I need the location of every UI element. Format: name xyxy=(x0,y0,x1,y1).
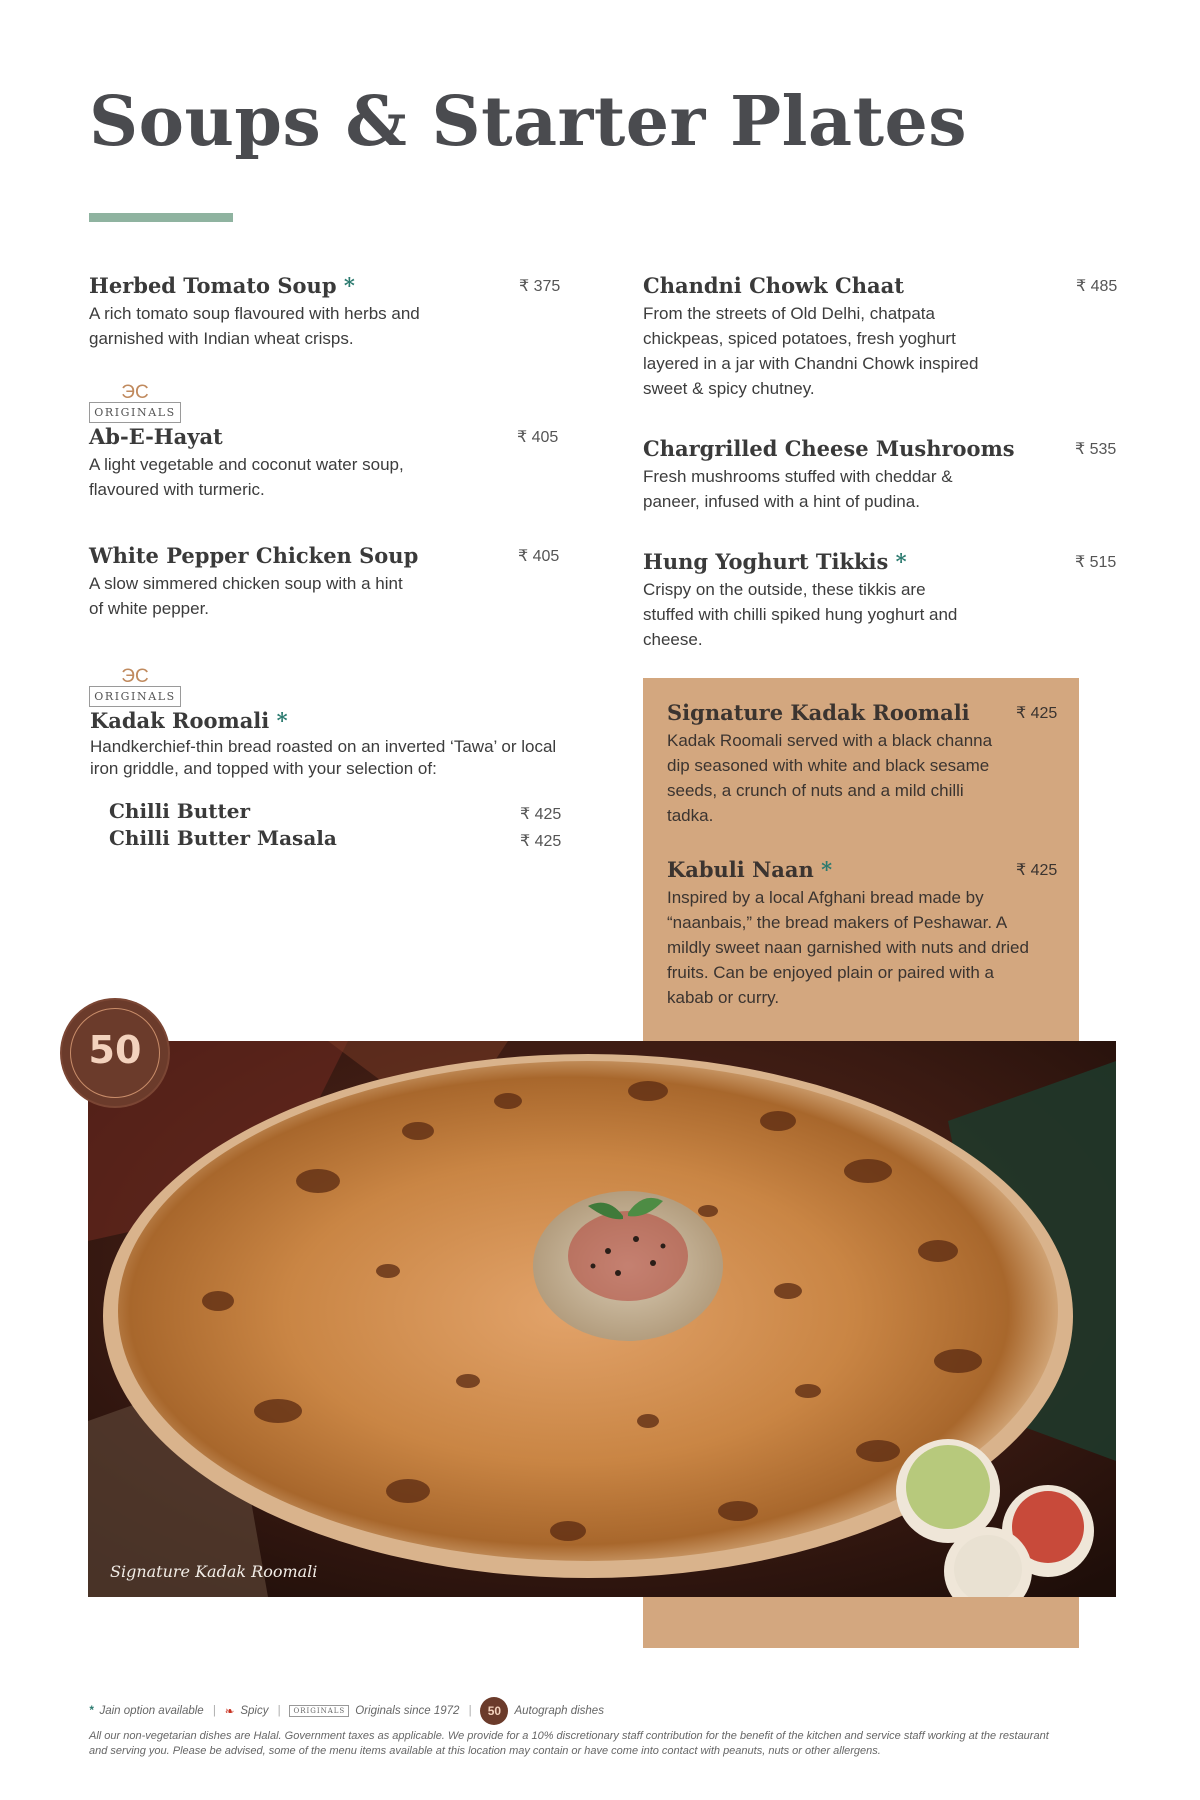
disclaimer: All our non-vegetarian dishes are Halal. Government taxes as applicable. We provide for a 10% discretionary staff contribution for the benefit of the kitchen and service staff working at the restaurant and serving you. Please be advised, some of the menu items available at this location may contain or have come into contact with peanuts, nuts or other allergens. xyxy=(89,1730,1049,1757)
chilli-icon: ❧ xyxy=(224,1706,235,1718)
roomali-bread-illustration xyxy=(88,1041,1116,1597)
photo-caption: Signature Kadak Roomali xyxy=(110,1562,318,1581)
menu-item-ab-e-hayat xyxy=(89,424,564,502)
menu-item-white-pepper-chicken-soup xyxy=(89,543,564,621)
menu-item-signature-kadak-roomali xyxy=(667,700,1067,828)
item-price: ₹ 425 xyxy=(1016,705,1058,722)
page-title: Soups & Starter Plates xyxy=(89,82,968,162)
item-description: Handkerchief-thin bread roasted on an inverted ‘Tawa’ or local iron griddle, and topped with your selection of: xyxy=(90,737,557,778)
menu-item-kadak-roomali xyxy=(90,708,570,780)
option-price: ₹ 425 xyxy=(520,806,562,823)
item-name: Chargrilled Cheese Mushrooms xyxy=(643,436,1015,461)
legend-autograph: Autograph dishes xyxy=(514,1705,604,1717)
legend: * Jain option available | ❧ Spicy | ORIGINALS Originals since 1972 | 50 Autograph dishes xyxy=(89,1697,1049,1725)
item-description: A rich tomato soup flavoured with herbs and garnished with Indian wheat crisps. xyxy=(89,304,420,348)
item-name: Signature Kadak Roomali xyxy=(667,700,970,725)
originals-badge: ЭC ORIGINALS xyxy=(89,667,181,707)
item-description: Inspired by a local Afghani bread made by “naanbais,” the bread makers of Peshawar. A mildly sweet naan garnished with nuts and dried fruits. Can be enjoyed plain or paired with a kabab or curry. xyxy=(667,888,1029,1007)
item-price: ₹ 405 xyxy=(517,429,559,446)
item-price: ₹ 425 xyxy=(1016,862,1058,879)
item-name: Ab-E-Hayat xyxy=(89,424,223,449)
originals-swirl-icon: ЭC xyxy=(121,382,149,403)
title-underline xyxy=(89,213,233,222)
autograph-mini-badge-icon: 50 xyxy=(480,1697,508,1725)
option-price: ₹ 425 xyxy=(520,833,562,850)
footer xyxy=(89,1697,1049,1759)
item-price: ₹ 405 xyxy=(518,548,560,565)
menu-item-hung-yoghurt-tikkis xyxy=(643,549,1118,652)
item-name: Kabuli Naan xyxy=(667,857,814,882)
legend-jain: Jain option available xyxy=(99,1705,204,1717)
jain-icon: * xyxy=(343,273,355,298)
originals-mini-badge-icon: ORIGINALS xyxy=(289,1705,349,1717)
item-description: Crispy on the outside, these tikkis are stuffed with chilli spiked hung yoghurt and cheese. xyxy=(643,580,958,649)
item-description: From the streets of Old Delhi, chatpata chickpeas, spiced potatoes, fresh yoghurt layered in a jar with Chandni Chowk inspired sweet & spicy chutney. xyxy=(643,304,979,398)
originals-badge: ЭC ORIGINALS xyxy=(89,383,181,423)
item-price: ₹ 375 xyxy=(519,278,561,295)
menu-item-kabuli-naan xyxy=(667,857,1067,1010)
jain-icon: * xyxy=(276,708,288,733)
menu-item-chargrilled-cheese-mushrooms xyxy=(643,436,1118,514)
jain-icon: * xyxy=(895,549,907,574)
item-description: A slow simmered chicken soup with a hint of white pepper. xyxy=(89,574,403,618)
autograph-dish-badge: 50 xyxy=(62,1000,168,1106)
menu-item-herbed-tomato-soup xyxy=(89,273,564,351)
legend-originals: Originals since 1972 xyxy=(355,1705,460,1717)
item-price: ₹ 535 xyxy=(1075,441,1117,458)
option-name: Chilli Butter xyxy=(109,799,250,823)
item-name: Kadak Roomali xyxy=(90,708,270,733)
food-photo xyxy=(88,1041,1116,1597)
item-description: Kadak Roomali served with a black channa dip seasoned with white and black sesame seeds, a crunch of nuts and a mild chilli tadka. xyxy=(667,731,993,825)
item-name: White Pepper Chicken Soup xyxy=(89,543,419,568)
item-name: Herbed Tomato Soup xyxy=(89,273,337,298)
menu-item-chandni-chowk-chaat xyxy=(643,273,1118,401)
item-description: A light vegetable and coconut water soup, flavoured with turmeric. xyxy=(89,455,404,499)
originals-swirl-icon: ЭC xyxy=(121,666,149,687)
item-name: Hung Yoghurt Tikkis xyxy=(643,549,889,574)
item-description: Fresh mushrooms stuffed with cheddar & paneer, infused with a hint of pudina. xyxy=(643,467,953,511)
item-name: Chandni Chowk Chaat xyxy=(643,273,904,298)
jain-icon: * xyxy=(89,1705,94,1717)
legend-spicy: Spicy xyxy=(240,1705,269,1717)
item-price: ₹ 485 xyxy=(1076,278,1118,295)
item-price: ₹ 515 xyxy=(1075,554,1117,571)
jain-icon: * xyxy=(821,857,833,882)
option-name: Chilli Butter Masala xyxy=(109,826,337,850)
